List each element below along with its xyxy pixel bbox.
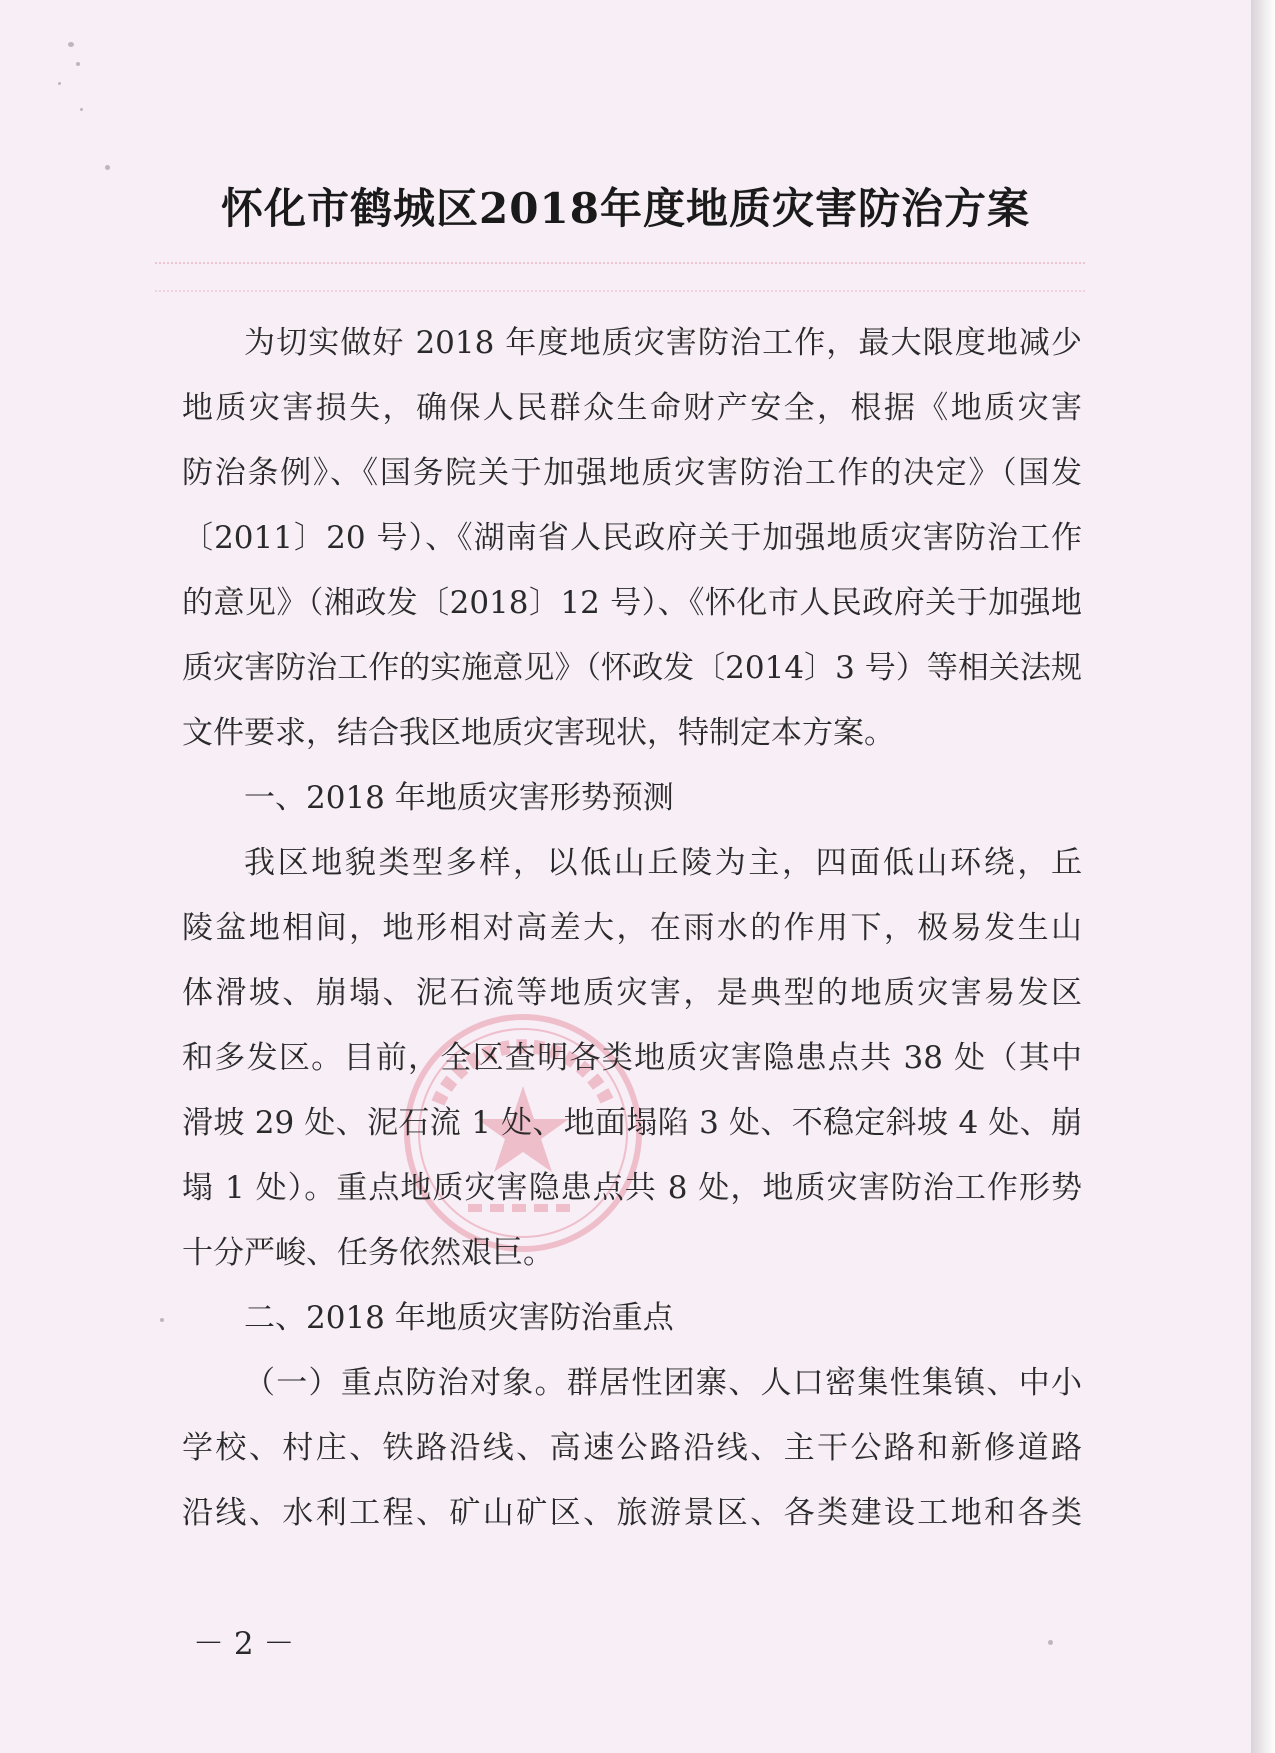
scan-speck	[76, 62, 80, 66]
text-line: 为切实做好 2018 年度地质灾害防治工作，最大限度地减少	[244, 325, 1082, 361]
text-line: 塌 1 处）。重点地质灾害隐患点共 8 处，地质灾害防治工作形势	[182, 1170, 1082, 1206]
scan-speck	[1048, 1640, 1053, 1645]
text-line: 陵盆地相间，地形相对高差大，在雨水的作用下，极易发生山	[182, 910, 1082, 946]
document-title: 怀化市鹤城区2018年度地质灾害防治方案	[221, 184, 1030, 233]
text-line: 〔2011〕20 号）、《湖南省人民政府关于加强地质灾害防治工作	[182, 520, 1082, 556]
text-line: 地质灾害损失，确保人民群众生命财产安全，根据《地质灾害	[182, 390, 1082, 426]
document-body	[182, 311, 1082, 1546]
scan-speck	[80, 108, 83, 111]
text-line: 滑坡 29 处、泥石流 1 处、地面塌陷 3 处、不稳定斜坡 4 处、崩	[182, 1105, 1082, 1141]
scan-speck	[160, 1318, 164, 1322]
text-line: （一）重点防治对象。群居性团寨、人口密集性集镇、中小	[244, 1365, 1082, 1401]
page-number: － 2 －	[193, 1626, 295, 1662]
scan-speck	[68, 42, 74, 47]
text-line: 质灾害防治工作的实施意见》（怀政发〔2014〕3 号）等相关法规	[182, 650, 1082, 686]
text-line: 防治条例》、《国务院关于加强地质灾害防治工作的决定》（国发	[182, 455, 1082, 491]
text-line: 学校、村庄、铁路沿线、高速公路沿线、主干公路和新修道路	[182, 1430, 1082, 1466]
text-line: 我区地貌类型多样，以低山丘陵为主，四面低山环绕，丘	[244, 845, 1082, 881]
text-line: 文件要求，结合我区地质灾害现状，特制定本方案。	[182, 715, 895, 751]
text-line: 的意见》（湘政发〔2018〕12 号）、《怀化市人民政府关于加强地	[182, 585, 1082, 621]
section-heading-1: 一、2018 年地质灾害形势预测	[244, 780, 674, 816]
bleed-through-header	[155, 262, 1085, 292]
scan-edge-shadow	[1251, 0, 1275, 1753]
scan-speck	[105, 165, 110, 170]
text-line: 体滑坡、崩塌、泥石流等地质灾害，是典型的地质灾害易发区	[182, 975, 1082, 1011]
scan-speck	[58, 82, 61, 85]
section-heading-2: 二、2018 年地质灾害防治重点	[244, 1300, 674, 1336]
text-line: 和多发区。目前，全区查明各类地质灾害隐患点共 38 处（其中	[182, 1040, 1082, 1076]
text-line: 沿线、水利工程、矿山矿区、旅游景区、各类建设工地和各类	[182, 1495, 1082, 1531]
text-line: 十分严峻、任务依然艰巨。	[182, 1235, 554, 1271]
